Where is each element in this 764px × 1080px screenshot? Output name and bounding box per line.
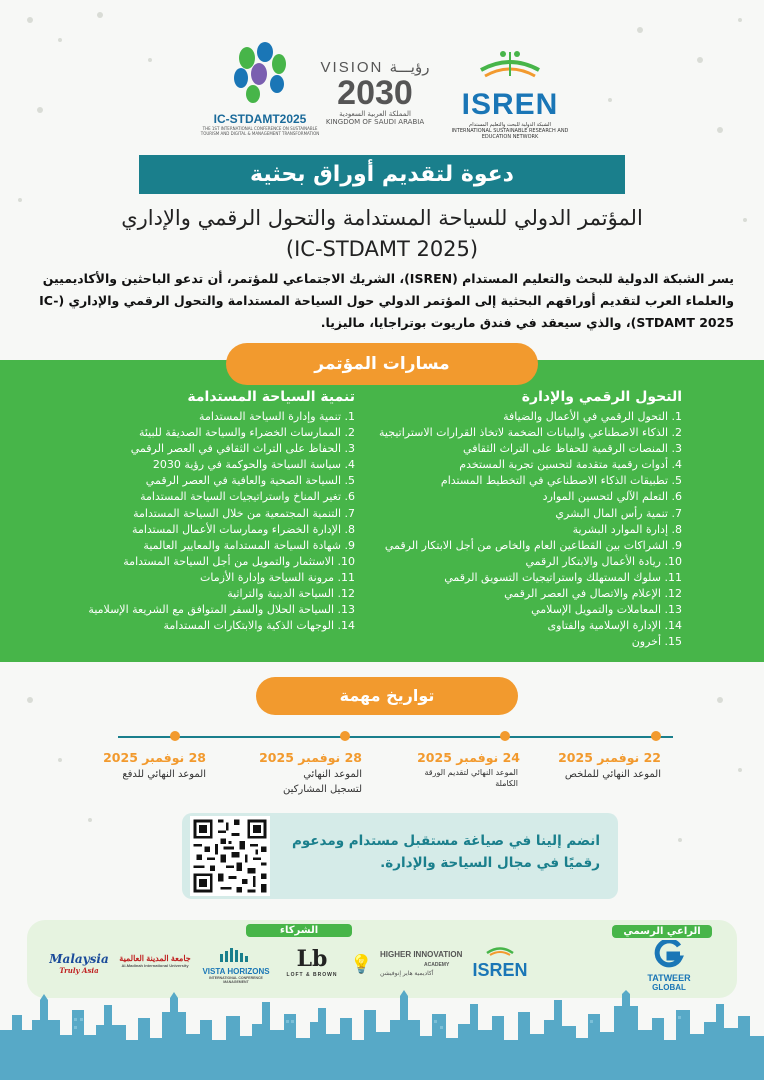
vision-word: VISION [320, 59, 384, 76]
higher-innovation-ar: أكاديمية هاير إنوفيشن [380, 971, 434, 977]
date-label: الموعد النهائي للملخص [564, 769, 661, 780]
vista-name: VISTA HORIZONS [202, 967, 270, 976]
list-item: 1. التحول الرقمي في الأعمال والضيافة [503, 410, 682, 423]
sponsor-tag: الراعي الرسمي [612, 925, 712, 938]
date-value: 24 نوفمبر 2025 [417, 750, 520, 765]
higher-innovation-logo [350, 950, 466, 986]
tatweer-name: TATWEER [647, 973, 691, 983]
date-item [94, 750, 206, 782]
open-book-icon [485, 942, 515, 956]
conference-title [60, 203, 704, 265]
vision-year: 2030 [337, 74, 413, 112]
list-item: 5. تطبيقات الذكاء الاصطناعي في التخطيط المستدام [440, 474, 682, 488]
list-item: 8. إدارة الموارد البشرية [572, 522, 682, 536]
list-item: 11. سلوك المستهلك واستراتيجيات التسويق الرقمي [444, 570, 682, 584]
date-label: الموعد النهائي لتسجيل المشاركين [282, 769, 362, 795]
list-item: 7. التنمية المجتمعية من خلال السياحة المستدامة [133, 506, 355, 520]
list-item: 6. التعلم الآلي لتحسين الموارد [542, 490, 682, 504]
conference-logo-sub: THE 1ST INTERNATIONAL CONFERENCE ON SUSTAINABLE TOURISM AND DIGITAL & MANAGEMENT TRANSFORMATION [200, 126, 320, 136]
digital-track-title: التحول الرقمي والإدارة [521, 389, 682, 405]
vision-2030-logo [310, 58, 440, 148]
vista-sub: INTERNATIONAL CONFERENCE MANAGEMENT [209, 976, 263, 984]
madinah-name: جامعة المدينة العالمية [119, 954, 191, 963]
date-value: 22 نوفمبر 2025 [558, 750, 661, 765]
list-item: 12. الإعلام والاتصال في العصر الرقمي [504, 587, 682, 601]
conference-title-ar: المؤتمر الدولي للسياحة المستدامة والتحول الرقمي والإداري [121, 206, 643, 230]
list-item: 5. السياحة الصحية والعافية في العصر الرقمي [145, 474, 355, 488]
date-item [548, 750, 661, 782]
list-item: 1. تنمية وإدارة السياحة المستدامة [199, 410, 355, 423]
list-item: 15. أخرون [631, 635, 682, 649]
malaysia-logo [46, 952, 112, 986]
list-item: 10. الاستثمار والتمويل من أجل السياحة المستدامة [123, 554, 355, 568]
vista-bars-icon [216, 948, 256, 962]
timeline-node [340, 731, 350, 741]
partner-isren-name: ISREN [472, 960, 528, 980]
list-item: 7. تنمية رأس المال البشري [555, 506, 682, 520]
kingdom-ar: المملكة العربية السعودية [339, 110, 411, 118]
tracks-title: مسارات المؤتمر [226, 343, 538, 385]
isren-logo [440, 46, 580, 146]
tatweer-g-icon [654, 940, 684, 968]
conference-logo [200, 40, 320, 150]
list-item: 3. المنصات الرقمية للحفاظ على التراث الثقافي [463, 442, 682, 456]
tourism-track-column [40, 389, 355, 634]
malaysia-sub: Truly Asia [59, 966, 99, 975]
isren-sub-en: INTERNATIONAL SUSTAINABLE RESEARCH AND EDUCATION NETWORK [451, 128, 569, 140]
list-item: 8. الإدارة الخضراء وممارسات الأعمال المستدامة [132, 522, 355, 536]
partner-isren-logo [468, 942, 532, 982]
vista-horizons-logo [196, 948, 276, 988]
join-message: انضم إلينا في صياغة مستقبل مستدام ومدعوم رقميًا في مجال السياحة والإدارة. [291, 833, 600, 871]
list-item: 14. الإدارة الإسلامية والفتاوى [547, 619, 682, 633]
list-item: 4. سياسة السياحة والحوكمة في رؤية 2030 [152, 458, 355, 472]
loft-brown-mark: Lb [296, 946, 328, 972]
list-item: 3. الحفاظ على التراث الثقافي في العصر الرقمي [130, 442, 355, 456]
date-label: الموعد النهائي لتقديم الورقة الكاملة [424, 768, 518, 788]
timeline-node [500, 731, 510, 741]
madinah-university-logo [112, 954, 198, 984]
lightbulb-icon: 💡 [350, 954, 373, 974]
call-for-papers-banner: دعوة لتقديم أوراق بحثية [139, 155, 625, 194]
list-item: 9. الشراكات بين القطاعين العام والخاص من أجل الابتكار الرقمي [384, 538, 682, 552]
malaysia-name: Malaysia [49, 952, 109, 966]
timeline-node [651, 731, 661, 741]
higher-innovation-sub: ACADEMY [424, 962, 450, 968]
intro-paragraph: يسر الشبكة الدولية للبحث والتعليم المستدام (ISREN)، الشريك الاجتماعي للمؤتمر، أن تدعو الباحثين والأكاديميين والعلماء العرب لتقديم أوراقهم البحثية إلى المؤتمر الدولي حول السياحة المستدامة والتحول الرقمي والإداري (IC-STDAMT 2025)، والذي سيعقد في فندق ماريوت بوتراجايا، ماليزيا. [39, 271, 734, 330]
list-item: 10. ريادة الأعمال والابتكار الرقمي [525, 554, 682, 568]
date-item [410, 750, 520, 789]
madinah-sub: Al-Madinah International University [121, 963, 189, 968]
list-item: 14. الوجهات الذكية والابتكارات المستدامة [163, 619, 355, 633]
open-book-icon [475, 46, 545, 82]
timeline-line [118, 736, 673, 738]
city-skyline [0, 990, 764, 1080]
tourism-track-title: تنمية السياحة المستدامة [187, 389, 355, 405]
list-item: 13. السياحة الحلال والسفر المتوافق مع الشريعة الإسلامية [88, 603, 355, 617]
digital-track-column [379, 389, 682, 650]
conference-code: (IC-STDAMT 2025) [285, 237, 479, 261]
conference-logo-name: IC-STDAMT2025 [213, 112, 307, 126]
kingdom-en: KINGDOM OF SAUDI ARABIA [325, 118, 425, 126]
date-value: 28 نوفمبر 2025 [103, 750, 206, 765]
list-item: 6. تغير المناخ واستراتيجيات السياحة المستدامة [140, 490, 355, 504]
loft-brown-name: LOFT & BROWN [286, 972, 338, 978]
list-item: 11. مرونة السياحة وإدارة الأزمات [200, 570, 355, 584]
list-item: 2. الممارسات الخضراء والسياحة الصديقة للبيئة [138, 426, 355, 440]
date-value: 28 نوفمبر 2025 [259, 750, 362, 765]
partners-tag: الشركاء [246, 924, 352, 937]
tatweer-logo [634, 940, 704, 992]
isren-wordmark: ISREN [461, 88, 559, 121]
list-item: 13. المعاملات والتمويل الإسلامي [531, 603, 682, 617]
leaf-cluster-icon [225, 40, 295, 106]
list-item: 2. الذكاء الاصطناعي والبيانات الضخمة لاتخاذ القرارات الاستراتيجية [379, 426, 682, 440]
tatweer-sub: GLOBAL [652, 983, 686, 992]
list-item: 12. السياحة الدينية والتراثية [227, 587, 355, 601]
loft-brown-logo [282, 946, 342, 986]
vision-word-ar: رؤيـــة [389, 59, 430, 76]
timeline-node [170, 731, 180, 741]
isren-sub-ar: الشبكة الدولية للبحث والتعليم المستدام [469, 122, 551, 128]
higher-innovation-name: HIGHER INNOVATION [380, 950, 463, 959]
qr-code[interactable] [190, 816, 270, 896]
list-item: 4. أدوات رقمية متقدمة لتحسين تجربة المستخدم [459, 458, 682, 472]
dates-title: تواريخ مهمة [256, 677, 518, 715]
list-item: 9. شهادة السياحة المستدامة والمعايير العالمية [143, 538, 355, 552]
date-item [250, 750, 362, 797]
date-label: الموعد النهائي للدفع [122, 769, 206, 780]
